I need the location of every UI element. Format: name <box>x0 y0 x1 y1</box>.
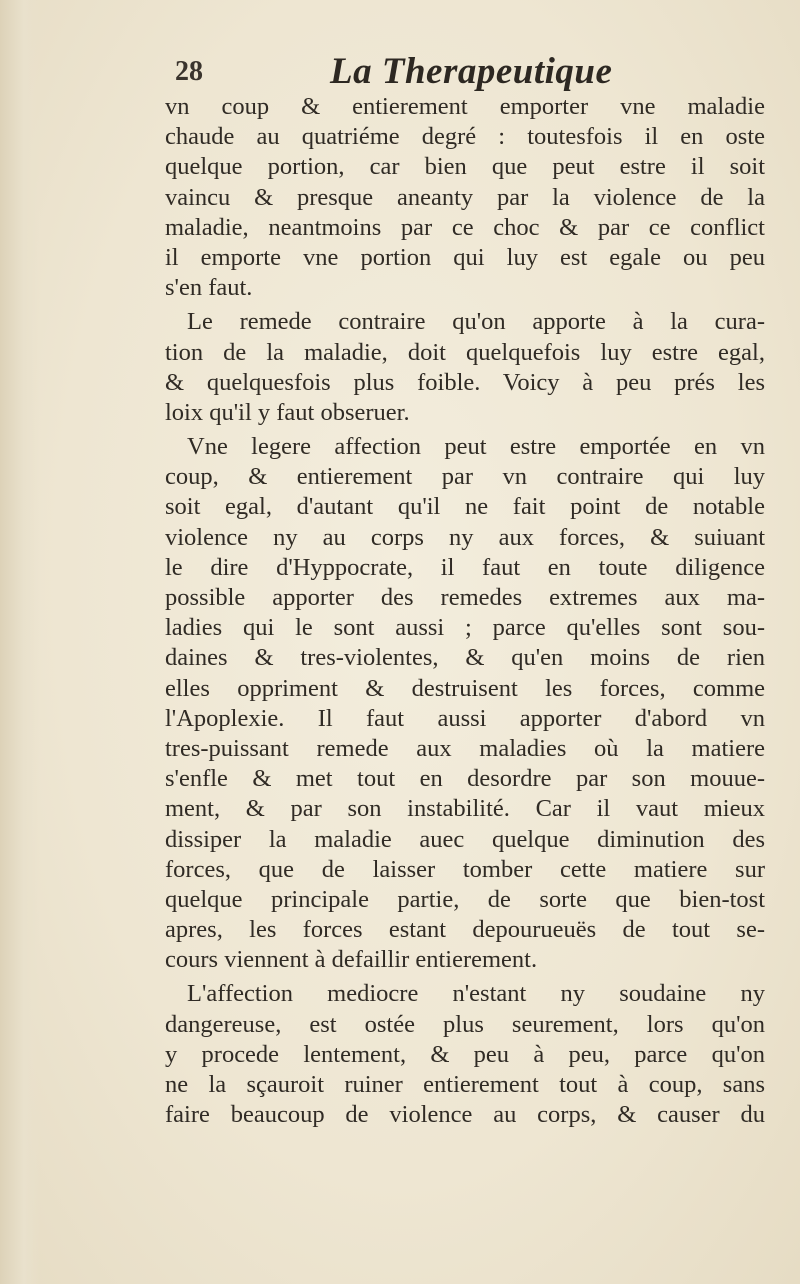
text-line: Vne legere affection peut estre emportée en vn <box>187 433 765 461</box>
text-line: soit egal, d'autant qu'il ne fait point de notable <box>165 493 765 521</box>
text-line: tres-puissant remede aux maladies où la matiere <box>165 734 765 762</box>
text-line: ment, & par son instabilité. Car il vaut mieux <box>165 795 765 823</box>
text-line: ne la sçauroit ruiner entierement tout à coup, sans <box>165 1071 765 1098</box>
text-line: dangereuse, est ostée plus seurement, lors qu'on <box>165 1010 765 1038</box>
text-line: possible apporter des remedes extremes aux ma- <box>165 584 765 611</box>
text-line: L'affection mediocre n'estant ny soudaine ny <box>187 980 765 1008</box>
text-line: maladie, neantmoins par ce choc & par ce conflict <box>165 213 765 241</box>
text-line: Le remede contraire qu'on apporte à la cura- <box>187 308 765 336</box>
text-line: ladies qui le sont aussi ; parce qu'elles sont sou- <box>165 614 765 642</box>
page-number: 28 <box>175 56 203 87</box>
text-line: forces, que de laisser tomber cette matiere sur <box>165 855 765 883</box>
text-line: y procede lentement, & peu à peu, parce qu'on <box>165 1040 765 1068</box>
running-title: La Therapeutique <box>330 51 613 92</box>
text-line: quelque portion, car bien que peut estre il soit <box>165 153 765 181</box>
text-line: loix qu'il y faut obseruer. <box>165 398 410 426</box>
text-line: coup, & entierement par vn contraire qui luy <box>165 463 765 491</box>
text-line: cours viennent à defaillir entierement. <box>165 946 538 974</box>
text-line: faire beaucoup de violence au corps, & causer du <box>165 1101 765 1129</box>
body-text <box>165 92 765 1130</box>
paragraph <box>165 979 765 1130</box>
paragraph <box>165 432 765 975</box>
paragraph <box>165 307 765 428</box>
page-gutter-shadow <box>0 0 40 1284</box>
text-line: il emporte vne portion qui luy est egale ou peu <box>165 243 765 271</box>
text-line: vn coup & entierement emporter vne maladie <box>165 93 765 120</box>
text-line: elles oppriment & destruisent les forces, comme <box>165 674 765 702</box>
text-line: l'Apoplexie. Il faut aussi apporter d'abord vn <box>165 704 765 732</box>
text-line: s'en faut. <box>165 274 253 302</box>
text-line: violence ny au corps ny aux forces, & suiuant <box>165 523 765 551</box>
text-line: tion de la maladie, doit quelquefois luy estre egal, <box>165 338 765 366</box>
text-line: apres, les forces estant depourueuës de tout se- <box>165 916 765 944</box>
text-line: s'enfle & met tout en desordre par son mouue- <box>165 765 765 793</box>
text-line: le dire d'Hyppocrate, il faut en toute diligence <box>165 553 765 581</box>
text-line: chaude au quatriéme degré : toutesfois il en oste <box>165 123 765 151</box>
text-line: daines & tres-violentes, & qu'en moins de rien <box>165 644 765 672</box>
paragraph <box>165 92 765 303</box>
text-line: quelque principale partie, de sorte que bien-tost <box>165 885 765 913</box>
text-line: & quelquesfois plus foible. Voicy à peu prés les <box>165 368 765 396</box>
text-line: vaincu & presque aneanty par la violence de la <box>165 183 765 211</box>
text-line: dissiper la maladie auec quelque diminution des <box>165 825 765 853</box>
